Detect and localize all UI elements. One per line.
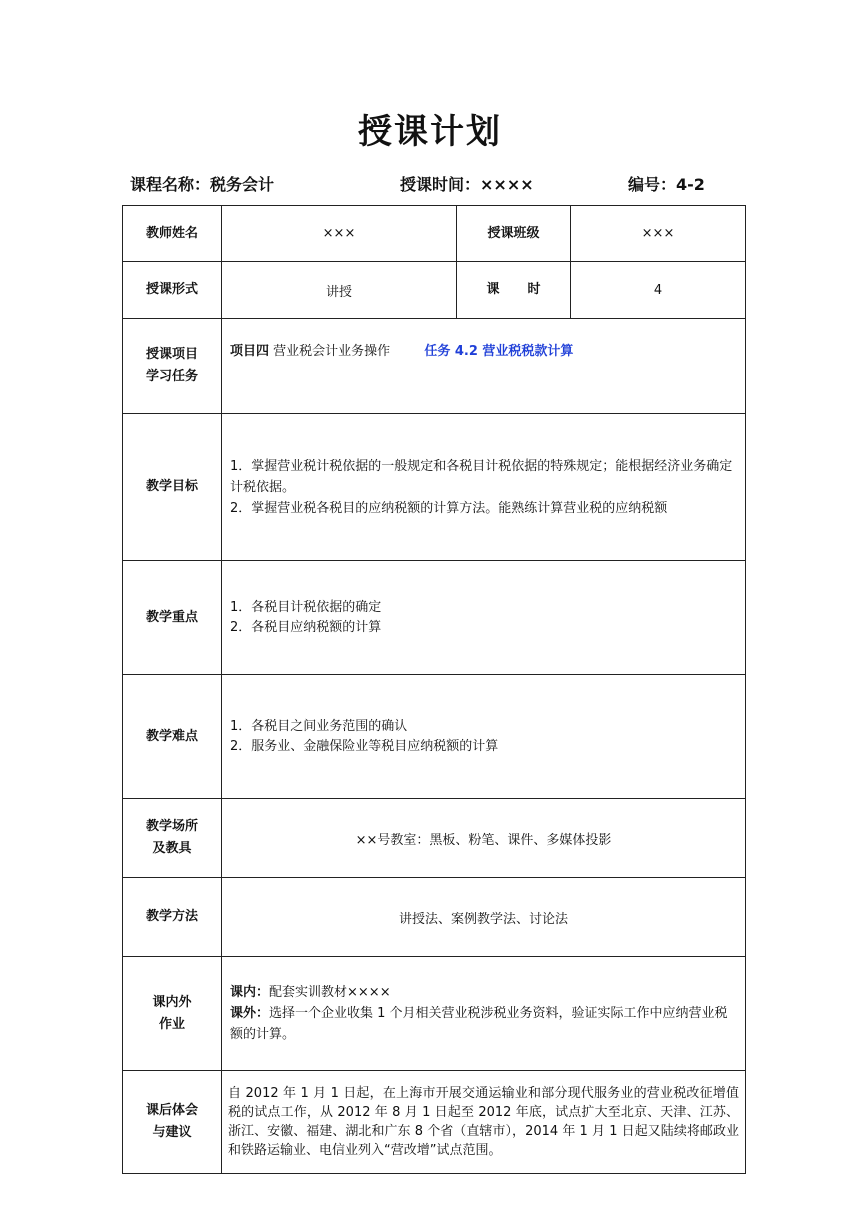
place-label [123, 799, 222, 878]
form-value: 讲授 [222, 262, 457, 319]
table-row [123, 319, 746, 414]
goal-item: 1．掌握营业税计税依据的一般规定和各税目计税依据的特殊规定；能根据经济业务确定计税依据。 [230, 458, 733, 495]
document-number: 编号：4-2 [628, 175, 705, 194]
course-name: 课程名称：税务会计 [130, 175, 275, 194]
homework-in-keyword: 课内： [230, 985, 270, 1000]
goal-label: 教学目标 [123, 414, 222, 561]
table-row [123, 206, 746, 262]
key-label: 教学重点 [123, 561, 222, 675]
project-name: 项目四 [230, 344, 270, 359]
project-label-line2: 学习任务 [145, 369, 198, 384]
reflection-label [123, 1071, 222, 1174]
homework-in-text: 配套实训教材×××× [269, 985, 391, 1000]
reflection-text: 自 2012 年 1 月 1 日起，在上海市开展交通运输业和部分现代服务业的营业税改征增值税的试点工作，从 2012 年 8 月 1 日起至 2012 年底，试点扩大至北京、天津、江苏、浙江、安徽、福建、湖北和广东 8 个省（直辖市），2014 年 1 月 1 日起又陆续将邮政业和铁路运输业、电信业列入“营改增”试点范围。 [222, 1071, 746, 1174]
lesson-time: 授课时间：×××× [400, 175, 534, 194]
hours-label-a: 课 [486, 282, 500, 297]
hours-label-b: 时 [527, 282, 541, 297]
homework-out-text: 选择一个企业收集 1 个月相关营业税涉税业务资料，验证实际工作中应纳营业税额的计算。 [230, 1006, 728, 1042]
class-value: ××× [571, 206, 746, 262]
teacher-label: 教师姓名 [123, 206, 222, 262]
table-row [123, 799, 746, 878]
project-description: 营业税会计业务操作 [273, 344, 391, 359]
table-row [123, 675, 746, 799]
homework-out [230, 1003, 737, 1045]
method-label: 教学方法 [123, 878, 222, 957]
project-task-cell [222, 319, 746, 414]
goal-item: 2．掌握营业税各税目的应纳税额的计算方法。能熟练计算营业税的应纳税额 [230, 500, 668, 516]
key-item: 1．各税目计税依据的确定 [230, 599, 382, 615]
homework-in [230, 982, 737, 1003]
homework-cell [222, 957, 746, 1071]
teacher-value: ××× [222, 206, 457, 262]
page-title: 授课计划 [358, 112, 502, 152]
homework-out-keyword: 课外： [230, 1006, 270, 1021]
place-label-line1: 教学场所 [145, 819, 198, 834]
reflection-label-line2: 与建议 [152, 1125, 192, 1140]
table-row [123, 878, 746, 957]
table-row [123, 414, 746, 561]
lesson-plan-table [122, 205, 746, 1174]
hours-value: 4 [571, 262, 746, 319]
difficulty-item: 1．各税目之间业务范围的确认 [230, 718, 408, 734]
homework-label [123, 957, 222, 1071]
key-cell [222, 561, 746, 675]
key-item: 2．各税目应纳税额的计算 [230, 619, 382, 635]
class-label: 授课班级 [457, 206, 571, 262]
table-row [123, 561, 746, 675]
table-row [123, 1071, 746, 1174]
difficulty-item: 2．服务业、金融保险业等税目应纳税额的计算 [230, 738, 499, 754]
reflection-label-line1: 课后体会 [145, 1103, 198, 1118]
place-label-line2: 及教具 [152, 841, 192, 856]
method-value: 讲授法、案例教学法、讨论法 [222, 878, 746, 957]
task-title: 任务 4.2 营业税税款计算 [424, 344, 574, 359]
homework-label-line2: 作业 [158, 1016, 185, 1032]
table-row [123, 262, 746, 319]
place-value: ××号教室：黑板、粉笔、课件、多媒体投影 [222, 799, 746, 878]
project-label-line1: 授课项目 [145, 347, 198, 362]
homework-label-line1: 课内外 [152, 994, 192, 1010]
difficulty-cell [222, 675, 746, 799]
hours-label [457, 262, 571, 319]
difficulty-label: 教学难点 [123, 675, 222, 799]
goal-cell [222, 414, 746, 561]
table-row [123, 957, 746, 1071]
project-label [123, 319, 222, 414]
form-label: 授课形式 [123, 262, 222, 319]
